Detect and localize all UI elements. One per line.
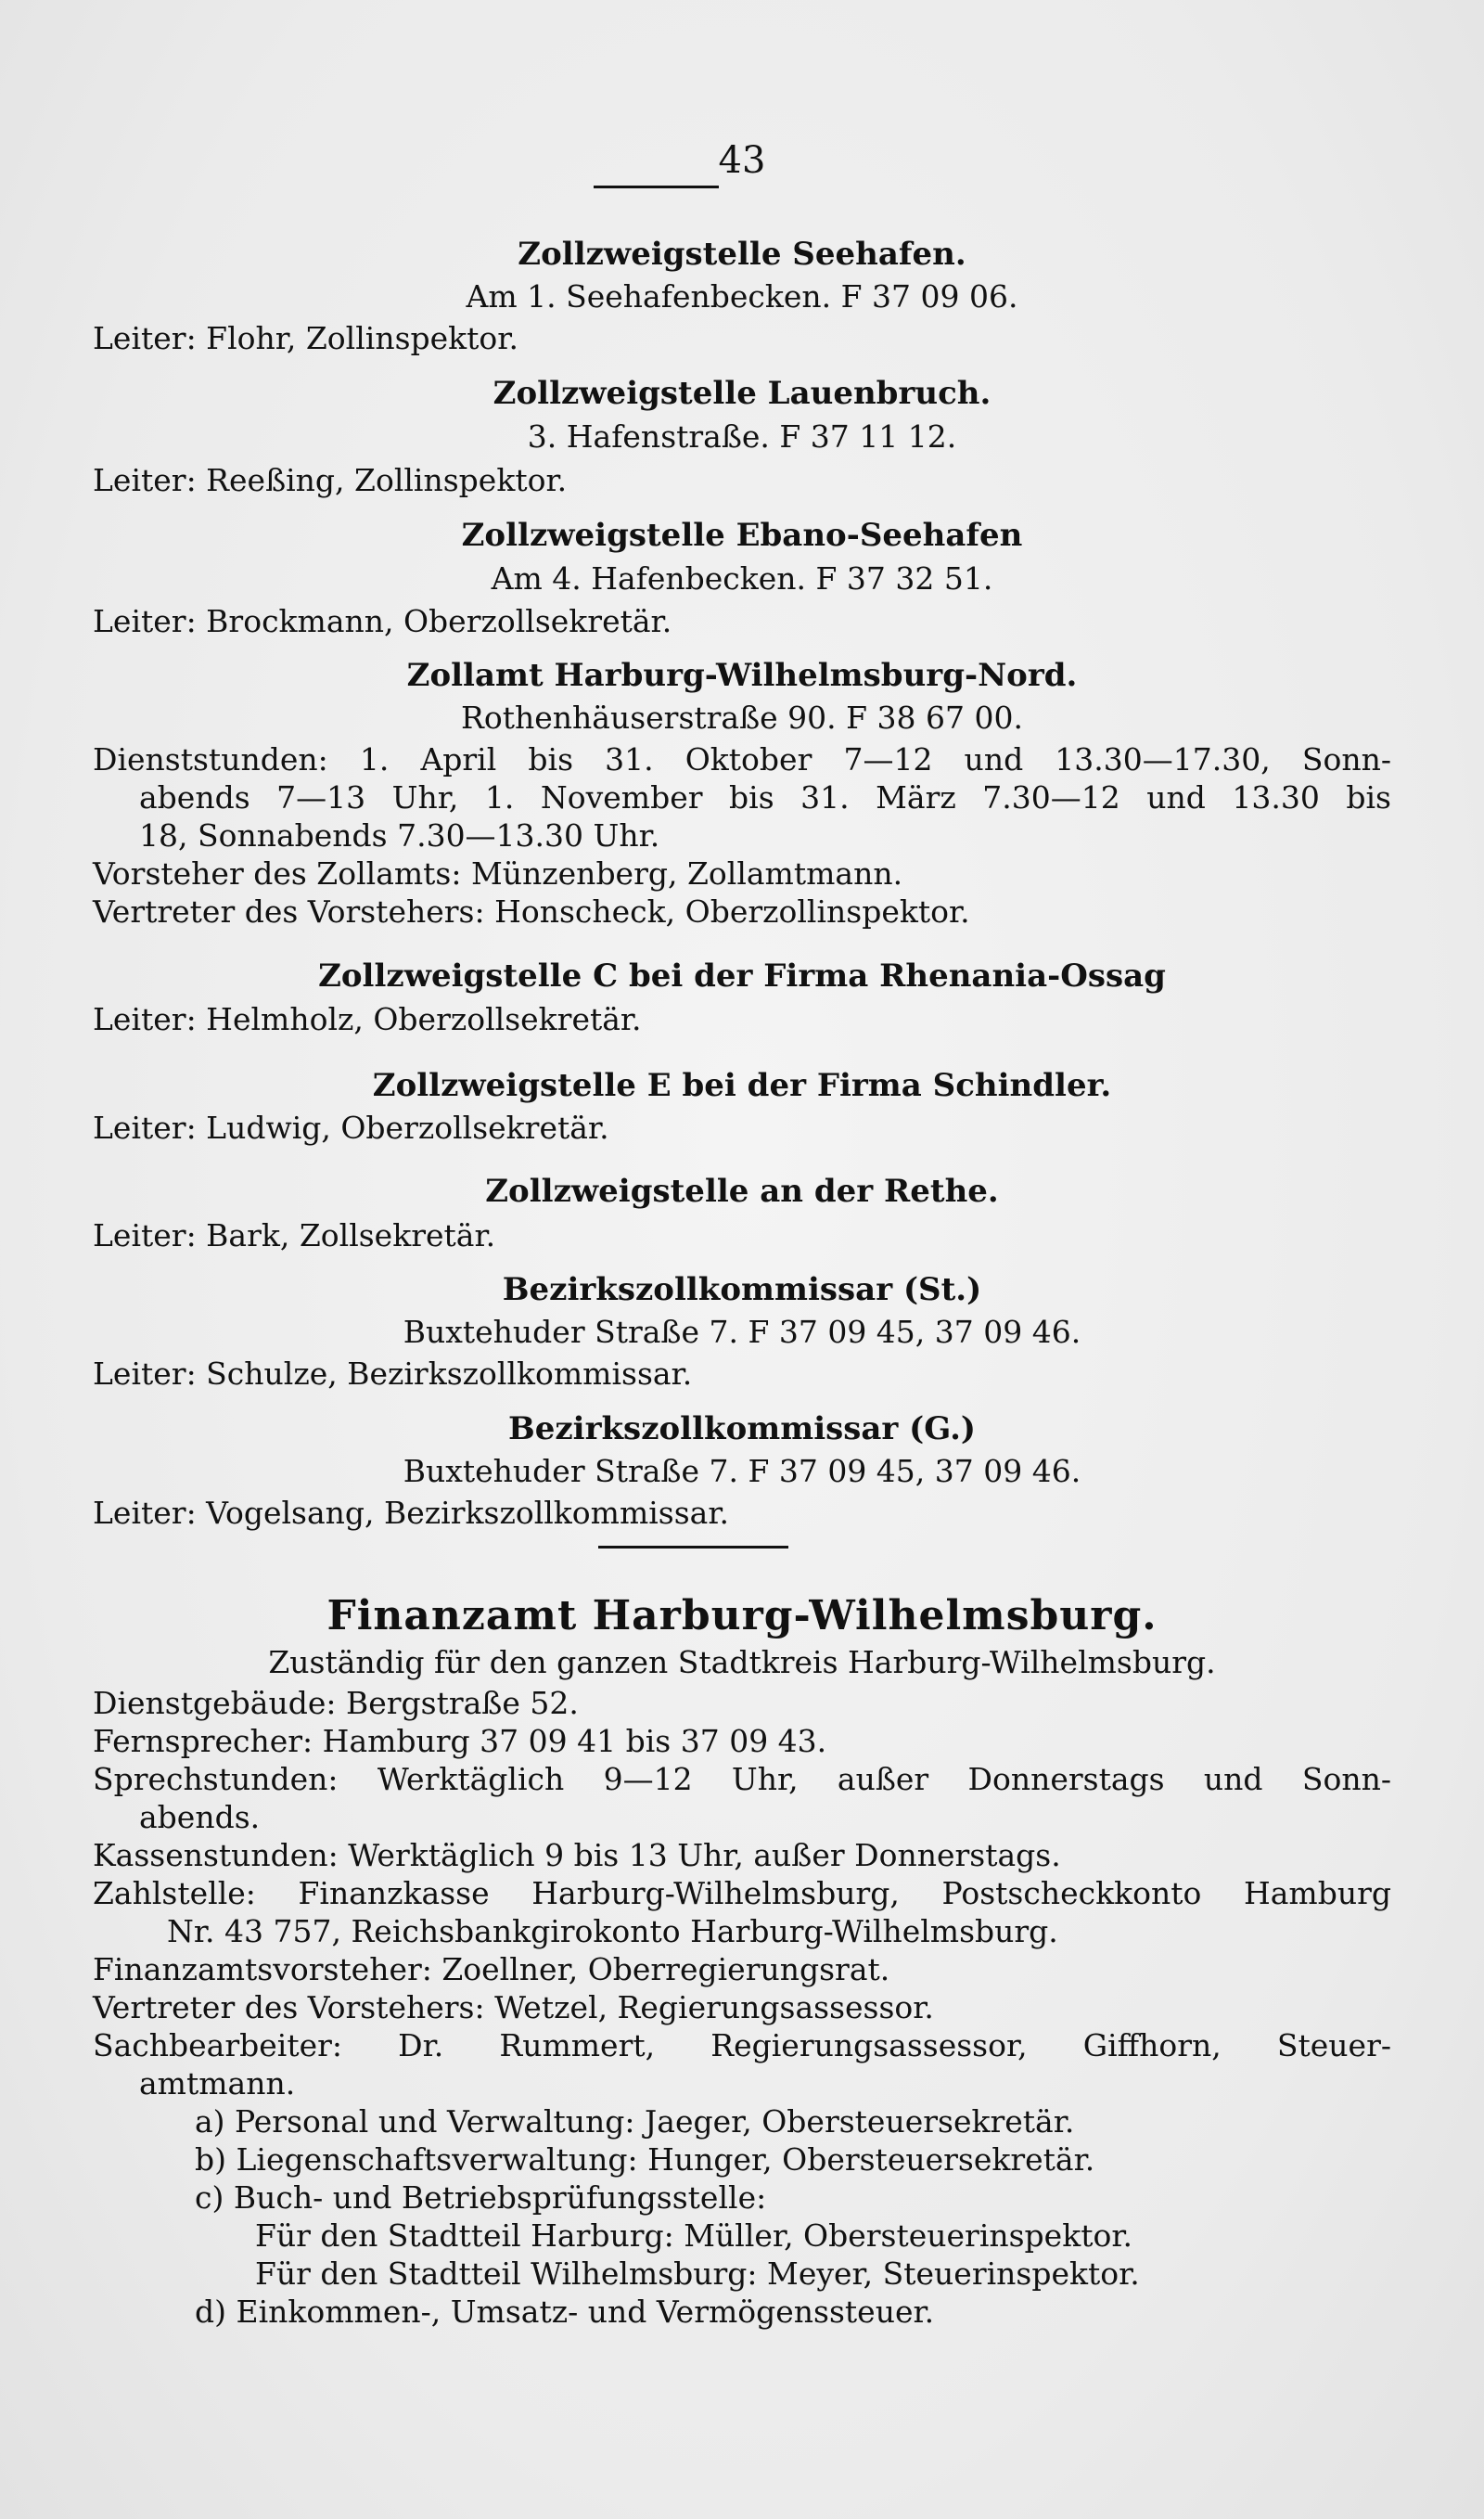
section-leiter: Leiter: Ludwig, Oberzollsekretär. [93,1110,609,1146]
list-subitem: Für den Stadtteil Wilhelmsburg: Meyer, Steuerinspektor. [255,2256,1140,2292]
section-divider [598,1546,788,1549]
section-address: Rothenhäuserstraße 90. F 38 67 00. [461,700,1023,736]
vertreter-line: Vertreter des Vorstehers: Wetzel, Regierungsassessor. [93,1989,934,2025]
section-heading: Zollamt Harburg-Wilhelmsburg-Nord. [406,657,1078,694]
section-leiter: Leiter: Flohr, Zollinspektor. [93,320,518,356]
dienstgebaeude-line: Dienstgebäude: Bergstraße 52. [93,1685,579,1721]
section-address: Buxtehuder Straße 7. F 37 09 45, 37 09 46. [403,1314,1081,1350]
sachbearbeiter-line: Sachbearbeiter: Dr. Rummert, Regierungsassessor, Giffhorn, Steuer- [93,2027,1391,2063]
sachbearbeiter-line: amtmann. [139,2065,296,2101]
dienststunden-line: abends 7—13 Uhr, 1. November bis 31. März 7.30—12 und 13.30 bis [139,779,1391,816]
section-heading: Zollzweigstelle C bei der Firma Rhenania-Ossag [318,957,1166,995]
section-heading: Bezirkszollkommissar (G.) [507,1410,977,1447]
section-address: Am 4. Hafenbecken. F 37 32 51. [491,560,993,597]
section-leiter: Leiter: Bark, Zollsekretär. [93,1217,496,1253]
finanzamt-title: Finanzamt Harburg-Wilhelmsburg. [326,1592,1158,1639]
vertreter-line: Vertreter des Vorstehers: Honscheck, Oberzollinspektor. [93,893,970,930]
section-heading: Zollzweigstelle Lauenbruch. [493,375,991,412]
section-heading: Zollzweigstelle an der Rethe. [485,1173,999,1210]
kassenstunden-line: Kassenstunden: Werktäglich 9 bis 13 Uhr, außer Donnerstags. [93,1837,1061,1873]
section-heading: Zollzweigstelle Ebano-Seehafen [461,517,1023,554]
zahlstelle-line: Nr. 43 757, Reichsbankgirokonto Harburg-Wilhelmsburg. [167,1913,1058,1949]
list-item: c) Buch- und Betriebsprüfungsstelle: [195,2179,767,2216]
sprechstunden-line: abends. [139,1799,261,1835]
section-leiter: Leiter: Vogelsang, Bezirkszollkommissar. [93,1495,729,1531]
sprechstunden-line: Sprechstunden: Werktäglich 9—12 Uhr, außer Donnerstags und Sonn- [93,1761,1391,1797]
page-number: 43 [718,139,766,182]
dienststunden-line: Dienststunden: 1. April bis 31. Oktober 7—12 und 13.30—17.30, Sonn- [93,741,1391,778]
vorsteher-line: Finanzamtsvorsteher: Zoellner, Oberregierungsrat. [93,1951,890,1987]
section-leiter: Leiter: Reeßing, Zollinspektor. [93,462,568,498]
section-heading: Bezirkszollkommissar (St.) [502,1271,982,1308]
section-leiter: Leiter: Schulze, Bezirkszollkommissar. [93,1356,693,1392]
vorsteher-line: Vorsteher des Zollamts: Münzenberg, Zollamtmann. [93,855,903,892]
top-rule [594,186,719,188]
section-heading: Zollzweigstelle Seehafen. [518,236,966,273]
section-address: Am 1. Seehafenbecken. F 37 09 06. [466,278,1018,315]
list-item: b) Liegenschaftsverwaltung: Hunger, Obersteuersekretär. [195,2141,1095,2178]
list-item: d) Einkommen-, Umsatz- und Vermögenssteuer. [195,2294,935,2330]
list-item: a) Personal und Verwaltung: Jaeger, Obersteuersekretär. [195,2103,1075,2140]
section-address: 3. Hafenstraße. F 37 11 12. [527,418,957,455]
section-address: Buxtehuder Straße 7. F 37 09 45, 37 09 46. [403,1453,1081,1489]
fernsprecher-line: Fernsprecher: Hamburg 37 09 41 bis 37 09 43. [93,1723,827,1759]
finanzamt-zustaendig: Zuständig für den ganzen Stadtkreis Harburg-Wilhelmsburg. [268,1644,1216,1680]
list-subitem: Für den Stadtteil Harburg: Müller, Obersteuerinspektor. [255,2217,1132,2254]
section-leiter: Leiter: Helmholz, Oberzollsekretär. [93,1001,642,1037]
section-leiter: Leiter: Brockmann, Oberzollsekretär. [93,603,672,639]
section-heading: Zollzweigstelle E bei der Firma Schindler. [372,1067,1112,1104]
zahlstelle-line: Zahlstelle: Finanzkasse Harburg-Wilhelmsburg, Postscheckkonto Hamburg [93,1875,1391,1911]
dienststunden-line: 18, Sonnabends 7.30—13.30 Uhr. [139,817,660,854]
